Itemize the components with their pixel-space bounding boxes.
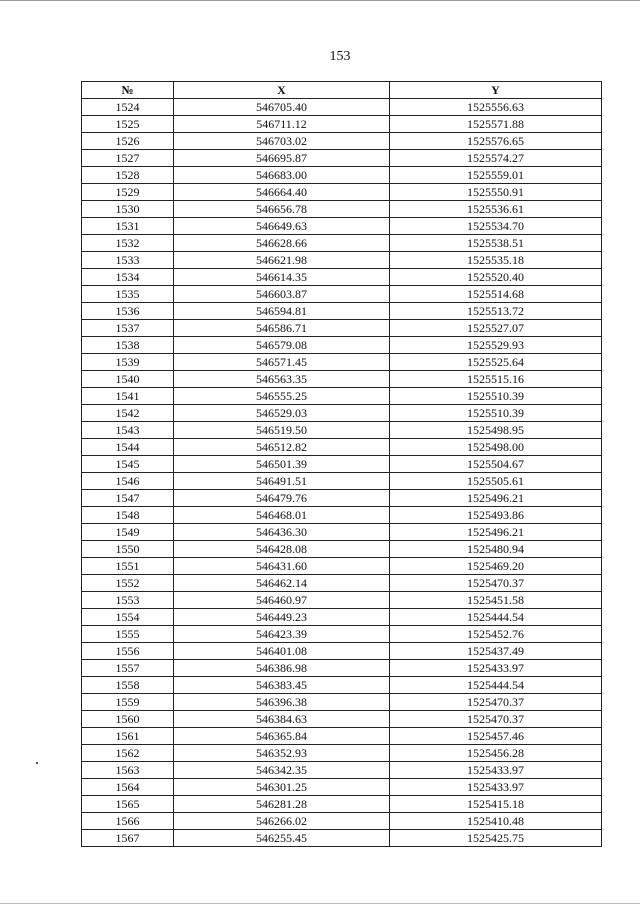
- y-coordinate-cell: 1525550.91: [390, 184, 602, 201]
- x-coordinate-cell: 546301.25: [174, 779, 390, 796]
- x-coordinate-cell: 546365.84: [174, 728, 390, 745]
- margin-speck: [36, 762, 38, 764]
- point-number-cell: 1541: [82, 388, 174, 405]
- coordinates-table: [81, 81, 602, 847]
- y-coordinate-cell: 1525444.54: [390, 609, 602, 626]
- table-row: [82, 116, 602, 133]
- table-row: [82, 694, 602, 711]
- y-coordinate-cell: 1525457.46: [390, 728, 602, 745]
- point-number-cell: 1536: [82, 303, 174, 320]
- y-coordinate-cell: 1525571.88: [390, 116, 602, 133]
- table-row: [82, 609, 602, 626]
- y-coordinate-cell: 1525534.70: [390, 218, 602, 235]
- point-number-cell: 1528: [82, 167, 174, 184]
- header-x: X: [174, 82, 390, 99]
- y-coordinate-cell: 1525415.18: [390, 796, 602, 813]
- point-number-cell: 1537: [82, 320, 174, 337]
- x-coordinate-cell: 546436.30: [174, 524, 390, 541]
- point-number-cell: 1525: [82, 116, 174, 133]
- table-row: [82, 541, 602, 558]
- y-coordinate-cell: 1525504.67: [390, 456, 602, 473]
- table-row: [82, 184, 602, 201]
- x-coordinate-cell: 546462.14: [174, 575, 390, 592]
- table-body: [82, 99, 602, 847]
- point-number-cell: 1565: [82, 796, 174, 813]
- point-number-cell: 1559: [82, 694, 174, 711]
- point-number-cell: 1553: [82, 592, 174, 609]
- y-coordinate-cell: 1525515.16: [390, 371, 602, 388]
- y-coordinate-cell: 1525505.61: [390, 473, 602, 490]
- table-row: [82, 320, 602, 337]
- point-number-cell: 1552: [82, 575, 174, 592]
- y-coordinate-cell: 1525496.21: [390, 524, 602, 541]
- y-coordinate-cell: 1525480.94: [390, 541, 602, 558]
- y-coordinate-cell: 1525433.97: [390, 762, 602, 779]
- table-row: [82, 269, 602, 286]
- y-coordinate-cell: 1525514.68: [390, 286, 602, 303]
- table-row: [82, 167, 602, 184]
- x-coordinate-cell: 546594.81: [174, 303, 390, 320]
- x-coordinate-cell: 546529.03: [174, 405, 390, 422]
- table-row: [82, 133, 602, 150]
- table-row: [82, 575, 602, 592]
- y-coordinate-cell: 1525470.37: [390, 575, 602, 592]
- table-row: [82, 354, 602, 371]
- point-number-cell: 1542: [82, 405, 174, 422]
- y-coordinate-cell: 1525510.39: [390, 388, 602, 405]
- point-number-cell: 1531: [82, 218, 174, 235]
- y-coordinate-cell: 1525538.51: [390, 235, 602, 252]
- x-coordinate-cell: 546649.63: [174, 218, 390, 235]
- point-number-cell: 1545: [82, 456, 174, 473]
- table-row: [82, 150, 602, 167]
- point-number-cell: 1556: [82, 643, 174, 660]
- table-row: [82, 371, 602, 388]
- point-number-cell: 1524: [82, 99, 174, 116]
- y-coordinate-cell: 1525525.64: [390, 354, 602, 371]
- table-row: [82, 558, 602, 575]
- top-scan-edge: [0, 0, 640, 1]
- bottom-scan-edge: [0, 903, 640, 904]
- y-coordinate-cell: 1525410.48: [390, 813, 602, 830]
- x-coordinate-cell: 546255.45: [174, 830, 390, 847]
- table-row: [82, 643, 602, 660]
- x-coordinate-cell: 546423.39: [174, 626, 390, 643]
- y-coordinate-cell: 1525535.18: [390, 252, 602, 269]
- table-row: [82, 422, 602, 439]
- y-coordinate-cell: 1525437.49: [390, 643, 602, 660]
- point-number-cell: 1567: [82, 830, 174, 847]
- header-y: Y: [390, 82, 602, 99]
- y-coordinate-cell: 1525556.63: [390, 99, 602, 116]
- table-row: [82, 728, 602, 745]
- point-number-cell: 1555: [82, 626, 174, 643]
- page-number: 153: [329, 49, 351, 64]
- x-coordinate-cell: 546711.12: [174, 116, 390, 133]
- x-coordinate-cell: 546449.23: [174, 609, 390, 626]
- point-number-cell: 1533: [82, 252, 174, 269]
- x-coordinate-cell: 546656.78: [174, 201, 390, 218]
- x-coordinate-cell: 546703.02: [174, 133, 390, 150]
- x-coordinate-cell: 546479.76: [174, 490, 390, 507]
- table-row: [82, 762, 602, 779]
- x-coordinate-cell: 546266.02: [174, 813, 390, 830]
- x-coordinate-cell: 546614.35: [174, 269, 390, 286]
- table-row: [82, 524, 602, 541]
- table-row: [82, 592, 602, 609]
- table-row: [82, 388, 602, 405]
- point-number-cell: 1530: [82, 201, 174, 218]
- x-coordinate-cell: 546383.45: [174, 677, 390, 694]
- table-row: [82, 337, 602, 354]
- y-coordinate-cell: 1525576.65: [390, 133, 602, 150]
- x-coordinate-cell: 546386.98: [174, 660, 390, 677]
- point-number-cell: 1561: [82, 728, 174, 745]
- x-coordinate-cell: 546695.87: [174, 150, 390, 167]
- x-coordinate-cell: 546428.08: [174, 541, 390, 558]
- point-number-cell: 1560: [82, 711, 174, 728]
- table-row: [82, 830, 602, 847]
- x-coordinate-cell: 546431.60: [174, 558, 390, 575]
- x-coordinate-cell: 546512.82: [174, 439, 390, 456]
- x-coordinate-cell: 546352.93: [174, 745, 390, 762]
- table-row: [82, 490, 602, 507]
- x-coordinate-cell: 546563.35: [174, 371, 390, 388]
- point-number-cell: 1548: [82, 507, 174, 524]
- table-row: [82, 252, 602, 269]
- x-coordinate-cell: 546603.87: [174, 286, 390, 303]
- y-coordinate-cell: 1525498.00: [390, 439, 602, 456]
- table-row: [82, 218, 602, 235]
- y-coordinate-cell: 1525425.75: [390, 830, 602, 847]
- y-coordinate-cell: 1525510.39: [390, 405, 602, 422]
- y-coordinate-cell: 1525493.86: [390, 507, 602, 524]
- y-coordinate-cell: 1525452.76: [390, 626, 602, 643]
- table-row: [82, 507, 602, 524]
- table-row: [82, 745, 602, 762]
- y-coordinate-cell: 1525469.20: [390, 558, 602, 575]
- point-number-cell: 1563: [82, 762, 174, 779]
- y-coordinate-cell: 1525559.01: [390, 167, 602, 184]
- x-coordinate-cell: 546460.97: [174, 592, 390, 609]
- x-coordinate-cell: 546555.25: [174, 388, 390, 405]
- x-coordinate-cell: 546468.01: [174, 507, 390, 524]
- point-number-cell: 1547: [82, 490, 174, 507]
- x-coordinate-cell: 546401.08: [174, 643, 390, 660]
- point-number-cell: 1544: [82, 439, 174, 456]
- y-coordinate-cell: 1525574.27: [390, 150, 602, 167]
- table-row: [82, 677, 602, 694]
- x-coordinate-cell: 546342.35: [174, 762, 390, 779]
- x-coordinate-cell: 546705.40: [174, 99, 390, 116]
- table-row: [82, 235, 602, 252]
- x-coordinate-cell: 546491.51: [174, 473, 390, 490]
- point-number-cell: 1554: [82, 609, 174, 626]
- x-coordinate-cell: 546396.38: [174, 694, 390, 711]
- point-number-cell: 1529: [82, 184, 174, 201]
- point-number-cell: 1540: [82, 371, 174, 388]
- table-row: [82, 779, 602, 796]
- table-row: [82, 813, 602, 830]
- y-coordinate-cell: 1525444.54: [390, 677, 602, 694]
- y-coordinate-cell: 1525496.21: [390, 490, 602, 507]
- table-row: [82, 626, 602, 643]
- x-coordinate-cell: 546281.28: [174, 796, 390, 813]
- table-header-row: [82, 82, 602, 99]
- y-coordinate-cell: 1525433.97: [390, 660, 602, 677]
- point-number-cell: 1538: [82, 337, 174, 354]
- point-number-cell: 1532: [82, 235, 174, 252]
- x-coordinate-cell: 546664.40: [174, 184, 390, 201]
- y-coordinate-cell: 1525456.28: [390, 745, 602, 762]
- y-coordinate-cell: 1525433.97: [390, 779, 602, 796]
- y-coordinate-cell: 1525498.95: [390, 422, 602, 439]
- y-coordinate-cell: 1525470.37: [390, 711, 602, 728]
- x-coordinate-cell: 546579.08: [174, 337, 390, 354]
- point-number-cell: 1564: [82, 779, 174, 796]
- point-number-cell: 1551: [82, 558, 174, 575]
- table-row: [82, 405, 602, 422]
- point-number-cell: 1535: [82, 286, 174, 303]
- point-number-cell: 1557: [82, 660, 174, 677]
- x-coordinate-cell: 546384.63: [174, 711, 390, 728]
- y-coordinate-cell: 1525536.61: [390, 201, 602, 218]
- point-number-cell: 1562: [82, 745, 174, 762]
- y-coordinate-cell: 1525529.93: [390, 337, 602, 354]
- point-number-cell: 1566: [82, 813, 174, 830]
- y-coordinate-cell: 1525451.58: [390, 592, 602, 609]
- point-number-cell: 1550: [82, 541, 174, 558]
- point-number-cell: 1539: [82, 354, 174, 371]
- table-row: [82, 201, 602, 218]
- table-row: [82, 473, 602, 490]
- point-number-cell: 1543: [82, 422, 174, 439]
- point-number-cell: 1527: [82, 150, 174, 167]
- y-coordinate-cell: 1525513.72: [390, 303, 602, 320]
- point-number-cell: 1549: [82, 524, 174, 541]
- table-row: [82, 660, 602, 677]
- table-row: [82, 99, 602, 116]
- x-coordinate-cell: 546501.39: [174, 456, 390, 473]
- y-coordinate-cell: 1525527.07: [390, 320, 602, 337]
- x-coordinate-cell: 546586.71: [174, 320, 390, 337]
- x-coordinate-cell: 546628.66: [174, 235, 390, 252]
- table-row: [82, 286, 602, 303]
- x-coordinate-cell: 546683.00: [174, 167, 390, 184]
- x-coordinate-cell: 546519.50: [174, 422, 390, 439]
- point-number-cell: 1546: [82, 473, 174, 490]
- table-row: [82, 456, 602, 473]
- point-number-cell: 1558: [82, 677, 174, 694]
- point-number-cell: 1534: [82, 269, 174, 286]
- point-number-cell: 1526: [82, 133, 174, 150]
- table-row: [82, 711, 602, 728]
- y-coordinate-cell: 1525470.37: [390, 694, 602, 711]
- x-coordinate-cell: 546571.45: [174, 354, 390, 371]
- x-coordinate-cell: 546621.98: [174, 252, 390, 269]
- table-row: [82, 303, 602, 320]
- header-number: №: [82, 82, 174, 99]
- table-row: [82, 796, 602, 813]
- table-row: [82, 439, 602, 456]
- y-coordinate-cell: 1525520.40: [390, 269, 602, 286]
